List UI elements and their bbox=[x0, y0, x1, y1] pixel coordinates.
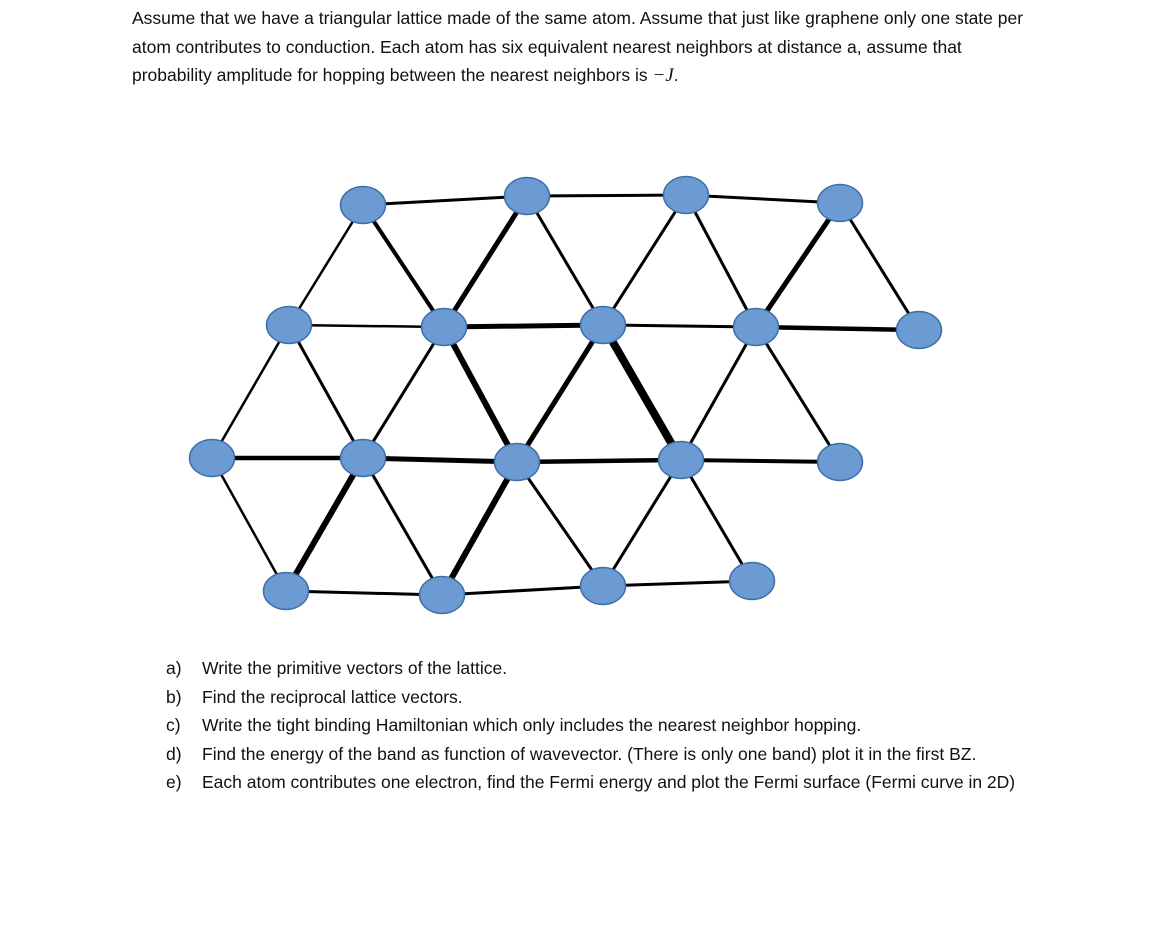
lattice-bond bbox=[289, 325, 363, 458]
lattice-atoms bbox=[190, 177, 942, 614]
lattice-atom bbox=[341, 440, 386, 477]
question-marker: b) bbox=[166, 686, 182, 707]
lattice-bond bbox=[527, 195, 686, 196]
lattice-bond bbox=[681, 327, 756, 460]
question-text: Find the reciprocal lattice vectors. bbox=[202, 686, 463, 707]
lattice-bond bbox=[286, 458, 363, 591]
lattice-atom bbox=[659, 442, 704, 479]
lattice-bond bbox=[363, 327, 444, 458]
hopping-amplitude-symbol: −J bbox=[652, 65, 674, 86]
lattice-bond bbox=[444, 325, 603, 327]
lattice-bond bbox=[444, 327, 517, 462]
lattice-bond bbox=[603, 195, 686, 325]
lattice-bond bbox=[212, 325, 289, 458]
question-item-b bbox=[166, 683, 1026, 712]
question-marker: d) bbox=[166, 743, 182, 764]
lattice-bond bbox=[442, 462, 517, 595]
lattice-atom bbox=[264, 573, 309, 610]
lattice-bond bbox=[756, 327, 840, 462]
lattice-bond bbox=[289, 205, 363, 325]
lattice-atom bbox=[341, 187, 386, 224]
question-text: Each atom contributes one electron, find the Fermi energy and plot the Fermi surface (Fermi curve in 2D) bbox=[202, 772, 1016, 792]
lattice-bond bbox=[681, 460, 752, 581]
lattice-atom bbox=[897, 312, 942, 349]
lattice-bond bbox=[517, 460, 681, 462]
lattice-atom bbox=[420, 577, 465, 614]
question-marker: c) bbox=[166, 715, 181, 735]
lattice-bonds bbox=[212, 195, 919, 595]
question-marker: e) bbox=[166, 772, 182, 792]
lattice-bond bbox=[444, 196, 527, 327]
lattice-atom bbox=[664, 177, 709, 214]
lattice-atom bbox=[818, 444, 863, 481]
lattice-atom bbox=[505, 178, 550, 215]
lattice-bond bbox=[363, 205, 444, 327]
question-list bbox=[166, 654, 1026, 797]
lattice-atom bbox=[730, 563, 775, 600]
lattice-atom bbox=[190, 440, 235, 477]
lattice-bond bbox=[517, 462, 603, 586]
lattice-bond bbox=[527, 196, 603, 325]
lattice-bond bbox=[840, 203, 919, 330]
lattice-bond bbox=[603, 325, 681, 460]
question-item-e bbox=[166, 768, 1026, 797]
lattice-bond bbox=[212, 458, 286, 591]
lattice-bond bbox=[286, 591, 442, 595]
question-item-a bbox=[166, 654, 1026, 683]
lattice-bond bbox=[681, 460, 840, 462]
problem-statement-text: Assume that we have a triangular lattice made of the same atom. Assume that just like graphene only one state per atom contributes to conduction. Each atom has six equivalent nearest neighbors at distance a, assume that probability amplitude for hopping between the nearest neighbors is bbox=[132, 8, 1024, 85]
lattice-atom bbox=[734, 309, 779, 346]
lattice-atom bbox=[581, 568, 626, 605]
lattice-bond bbox=[517, 325, 603, 462]
question-text: Find the energy of the band as function of wavevector. (There is only one band) plot it in the first BZ. bbox=[202, 743, 977, 764]
lattice-bond bbox=[756, 203, 840, 327]
lattice-bond bbox=[442, 586, 603, 595]
lattice-atom bbox=[422, 309, 467, 346]
lattice-atom bbox=[267, 307, 312, 344]
lattice-atom bbox=[495, 444, 540, 481]
lattice-bond bbox=[289, 325, 444, 327]
lattice-bond bbox=[363, 196, 527, 205]
lattice-atom bbox=[581, 307, 626, 344]
question-marker: a) bbox=[166, 658, 182, 678]
lattice-bond bbox=[756, 327, 919, 330]
question-text: Write the tight binding Hamiltonian which only includes the nearest neighbor hopping. bbox=[202, 715, 862, 735]
problem-statement-end: . bbox=[673, 65, 679, 85]
lattice-atom bbox=[818, 185, 863, 222]
lattice-bond bbox=[686, 195, 756, 327]
lattice-bond bbox=[603, 460, 681, 586]
question-item-c bbox=[166, 711, 1026, 740]
question-item-d bbox=[166, 740, 1026, 769]
lattice-bond bbox=[363, 458, 442, 595]
question-text: Write the primitive vectors of the lattice. bbox=[202, 658, 508, 678]
